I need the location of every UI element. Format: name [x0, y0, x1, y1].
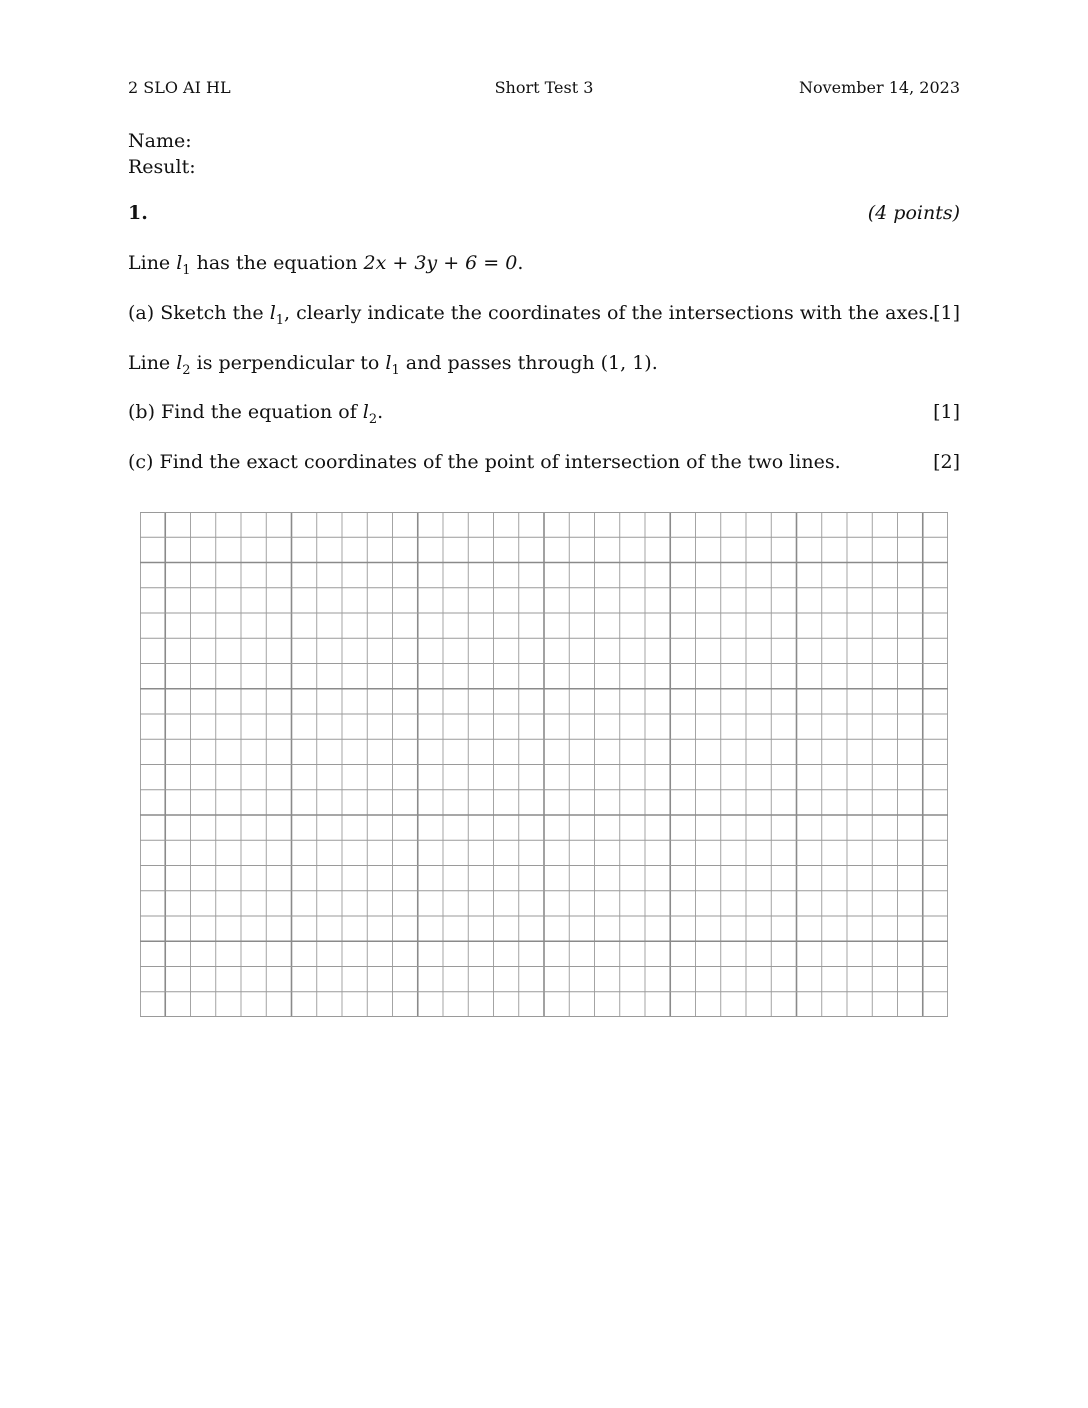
question-points: (4 points) [867, 202, 960, 224]
result-label: Result: [128, 156, 196, 178]
point-coordinates: (1, 1) [600, 352, 652, 374]
intro-end: . [517, 252, 524, 274]
part-a [128, 302, 960, 328]
page-header [128, 78, 960, 102]
equation-l1: 2x + 3y + 6 = 0 [363, 252, 518, 274]
var-l: l [385, 352, 392, 374]
var-sub: 2 [182, 362, 191, 378]
line2-text: Line [128, 352, 177, 374]
var-l: l [176, 352, 183, 374]
var-sub: 1 [182, 262, 191, 278]
part-b-mark: [1] [933, 401, 960, 423]
var-sub: 2 [368, 411, 378, 427]
question-intro [128, 252, 960, 278]
var-l: l [176, 252, 183, 274]
var-sub: 1 [275, 312, 285, 328]
part-c-mark: [2] [933, 451, 960, 473]
name-label: Name: [128, 130, 192, 152]
intro-text: Line [128, 252, 177, 274]
question-number: 1. [128, 202, 148, 224]
var-sub: 1 [391, 362, 400, 378]
part-a-mark: [1] [933, 302, 960, 324]
part-c [128, 451, 960, 473]
line2-text-2: is perpendicular to [190, 352, 386, 374]
part-a-label: (a) Sketch the [128, 302, 270, 324]
part-c-label: (c) Find the exact coordinates of the point of intersection of the two lines. [128, 451, 841, 473]
intro-text-2: has the equation [190, 252, 364, 274]
part-b-end: . [377, 401, 384, 423]
test-date: November 14, 2023 [798, 78, 960, 97]
test-title: Short Test 3 [494, 78, 594, 97]
line2-text-3: and passes through [399, 352, 601, 374]
line2-statement [128, 352, 960, 378]
var-l: l [362, 401, 369, 423]
student-info [128, 128, 196, 180]
line2-end: . [651, 352, 658, 374]
part-b [128, 401, 960, 427]
answer-grid[interactable] [140, 512, 948, 1017]
class-code: 2 SLO AI HL [128, 78, 231, 97]
part-a-text: , clearly indicate the coordinates of the intersections with the axes. [284, 302, 935, 324]
var-l: l [269, 302, 276, 324]
part-b-label: (b) Find the equation of [128, 401, 363, 423]
graph-paper[interactable] [140, 512, 948, 1017]
